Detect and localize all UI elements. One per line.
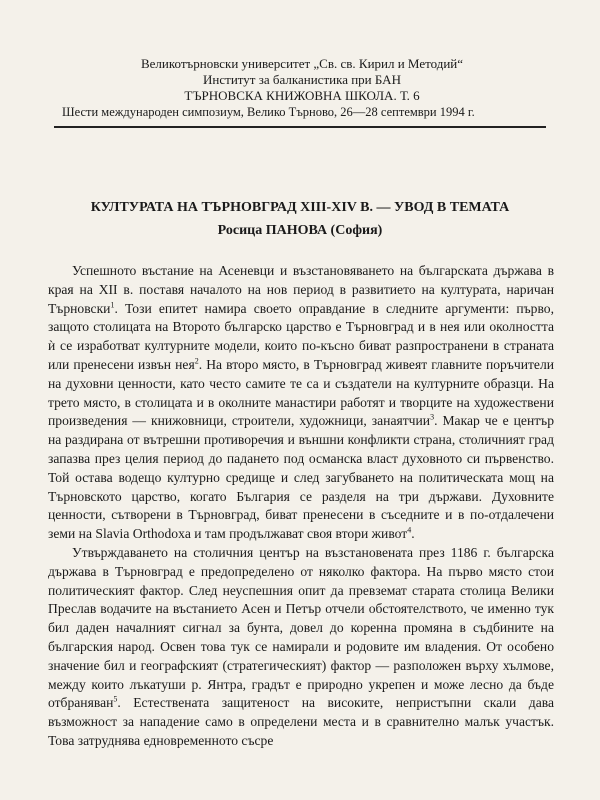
article-body xyxy=(48,262,554,751)
paragraph-text: . xyxy=(411,526,415,542)
footnote-reference: 4 xyxy=(407,525,412,535)
footnote-reference: 2 xyxy=(194,356,199,366)
header-symposium: Шести международен симпозиум, Велико Търново, 26—28 септември 1994 г. xyxy=(62,105,475,119)
paragraph-text: . Естествената защитеност на високите, непристъпни скали дава възможност за нападение само в определени места и в сравнително малък участък. Това затруднява едновременното съсре xyxy=(48,695,554,748)
paragraph-text: Утвърждаването на столичния център на възстановената през 1186 г. българска държава в Търновград е предопределено от няколко фактора. На първо място стои политическият фактор. След неуспешния опит да превземат старата столица Велики Преслав водачите на въстанието Асен и Петър отчели обстоятелството, че именно тук бил даден началният сигнал за бунта, довел до коренна промяна в съдбините на българския народ. Освен това тук се намирали и родовите им владения. От особено значение бил и географският (стратегическият) фактор — разположен върху хълмове, между които лъкатуши р. Янтра, градът е природно укрепен и може лесно да бъде отбраняван xyxy=(48,544,554,711)
paragraph-text: Успешното въстание на Асеневци и възстановяването на българската държава в края на XII в. поставя началото на нов период в развитието на културата, наричан Търновски xyxy=(48,263,554,316)
body-paragraph xyxy=(48,544,554,751)
footnote-reference: 3 xyxy=(430,412,435,422)
footnote-reference: 5 xyxy=(113,694,118,704)
paragraph-text: . Макар че е център на раздирана от вътрешни противоречия и външни конфликти страна, столичният град запазва през целия период до падането под османска власт духовното си първенство. Той остава водещо културно средище и след загубването на политическата мощ на Търновското царство, когато България се разделя на три държави. Духовните ценности, сътворени в Търновград, биват пренесени в съседните и в по-отдалечени земи на Slavia Orthodoxa и там продължават своя втори живот xyxy=(48,413,554,542)
body-paragraph xyxy=(48,262,554,544)
article-author: Росица ПАНОВА (София) xyxy=(217,223,383,238)
article-title: КУЛТУРАТА НА ТЪРНОВГРАД XIII-XIV В. — УВОД В ТЕМАТА xyxy=(90,200,510,215)
header-divider xyxy=(54,126,546,128)
header-series: ТЪРНОВСКА КНИЖОВНА ШКОЛА. Т. 6 xyxy=(184,88,420,103)
publication-header xyxy=(62,56,542,120)
header-institute: Институт за балканистика при БАН xyxy=(203,72,401,87)
header-university: Великотърновски университет „Св. св. Кирил и Методий“ xyxy=(140,56,464,71)
paragraph-text: . На второ място, в Търновград живеят главните поръчители на духовни ценности, като често самите те са и създатели на културните образци. На трето място, в столицата и в околните манастири работят и творците на художествени произведения — книжовници, строители, художници, занаятчии xyxy=(48,356,555,429)
footnote-reference: 1 xyxy=(110,300,115,310)
paragraph-text: . Този епитет намира своето оправдание в следните аргументи: първо, защото столицата на Второто българско царство е Търновград и в нея или околността ѝ се изработват културните модели, които по-късно биват разпространени в страната или пренесени извън нея xyxy=(48,300,554,372)
